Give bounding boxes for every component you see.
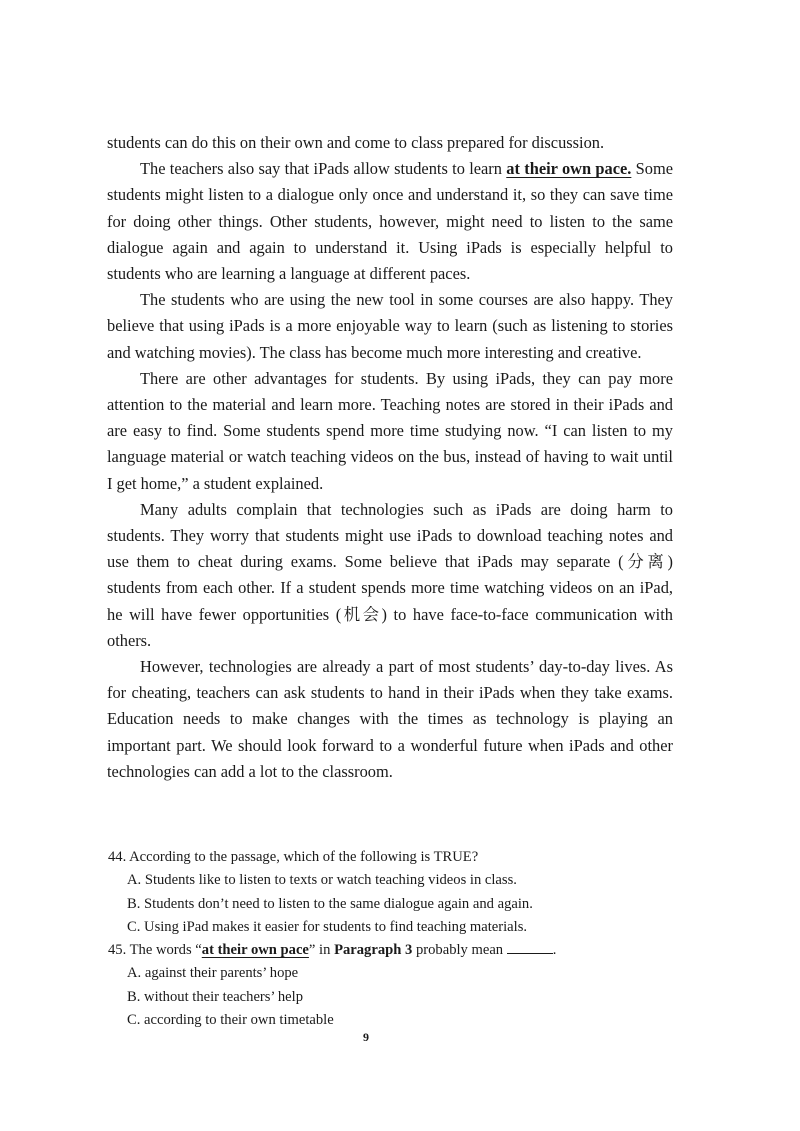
question-44-option-a: A. Students like to listen to texts or watch teaching videos in class. [127,872,517,889]
question-44-option-c: C. Using iPad makes it easier for students to find teaching materials. [127,918,528,935]
question-45-option-c: C. according to their own timetable [127,1012,334,1029]
question-45-stem: 45. The words “at their own pace” in Paragraph 3 probably mean . [108,942,557,959]
underlined-phrase: at their own pace. [506,159,632,179]
reading-passage [107,130,673,785]
question-44 [108,846,668,939]
paragraph-4: There are other advantages for students. By using iPads, they can pay more attention to the material and learn more. Teaching notes are stored in their iPads and are easy to find. Some students spend more time studying now. “I can listen to my language material or watch teaching videos on the bus, instead of having to wait until I get home,” a student explained. [107,368,673,493]
question-45-option-a: A. against their parents’ hope [127,965,299,982]
paragraph-reference: Paragraph 3 [334,942,413,959]
question-44-option-b: B. Students don’t need to listen to the same dialogue again and again. [127,895,533,912]
questions-section [108,846,668,1032]
answer-blank [507,941,553,954]
page-number: 9 [363,1030,369,1044]
paragraph-3: The students who are using the new tool in some courses are also happy. They believe that using iPads is a more enjoyable way to learn (such as listening to stories and watching movies). The class has become much more interesting and creative. [107,290,673,362]
question-45-option-b: B. without their teachers’ help [127,988,304,1005]
question-44-stem: 44. According to the passage, which of the following is TRUE? [108,849,479,865]
question-45 [108,939,668,1032]
paragraph-continuation: students can do this on their own and come to class prepared for discussion. [107,133,605,152]
question-45-phrase: at their own pace [201,942,309,959]
paragraph-2: The teachers also say that iPads allow students to learn at their own pace. Some students might listen to a dialogue only once and understand it, so they can save time for doing other things. Other students, however, might need to listen to the same dialogue again and again to understand it. Using iPads is especially helpful to students who are learning a language at different paces. [107,159,674,284]
paragraph-5: Many adults complain that technologies such as iPads are doing harm to students. They worry that students might use iPads to download teaching notes and use them to cheat during exams. Some believe that iPads may separate (分离) students from each other. If a student spends more time watching videos on an iPad, he will have fewer opportunities (机会) to have face-to-face communication with others. [107,499,673,650]
paragraph-6: However, technologies are already a part of most students’ day-to-day lives. As for cheating, teachers can ask students to hand in their iPads when they take exams. Education needs to make changes with the times as technology is playing an important part. We should look forward to a wonderful future when iPads and other technologies can add a lot to the classroom. [107,657,673,781]
